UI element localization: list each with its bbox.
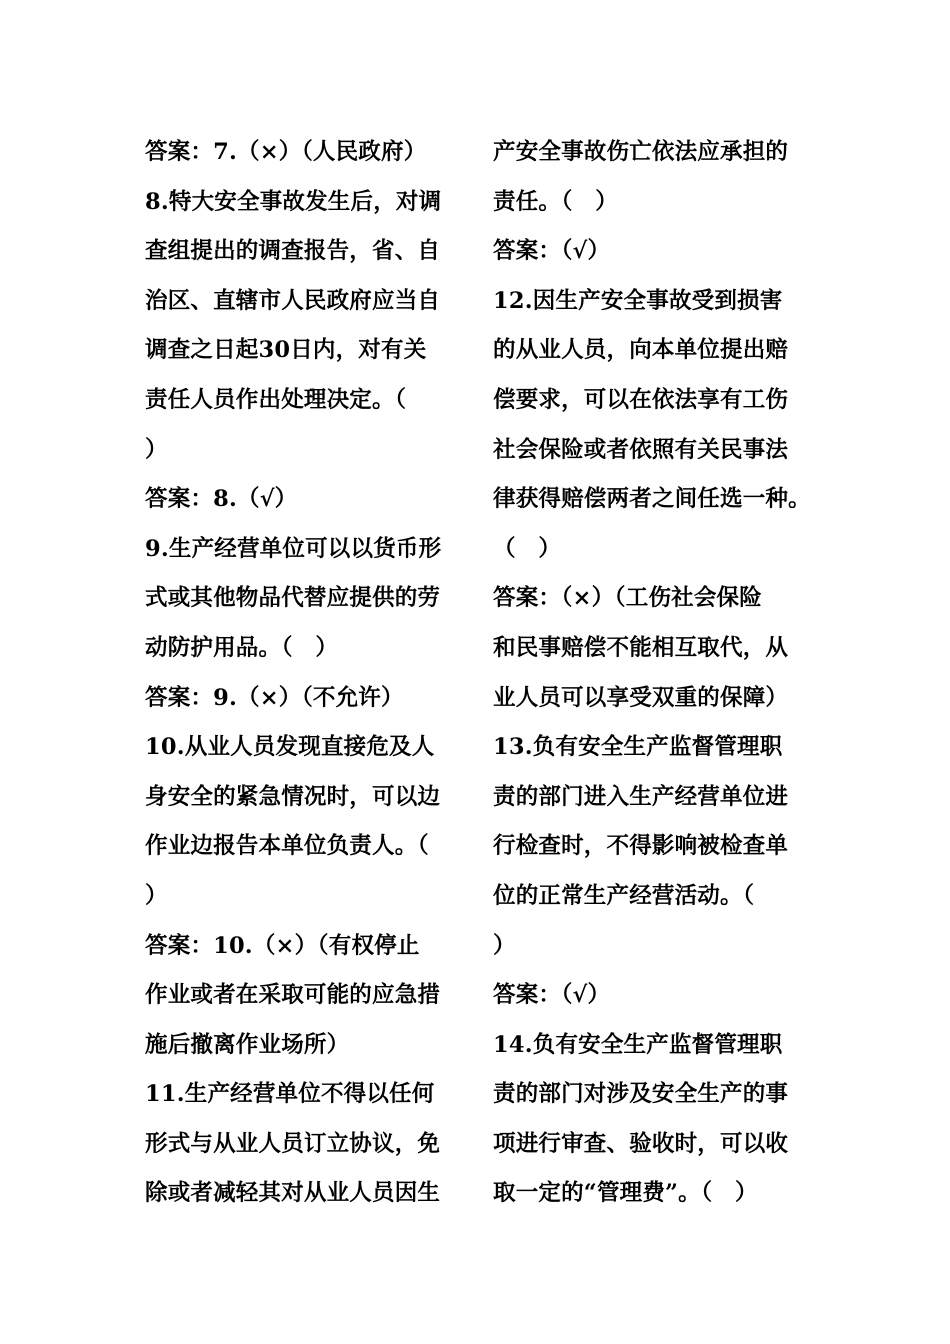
right-column-text-line: （ ） [493,535,562,562]
left-column-text-line: 8.特大安全事故发生后，对调 [145,188,442,215]
left-column-text-line: 答案：10.（×）（有权停止 [145,932,420,959]
right-column-text-line: ） [493,932,516,959]
left-text-column [145,128,463,1219]
left-column-text-line: ） [145,882,168,909]
left-column-text-line: 答案：9.（×）（不允许） [145,684,404,711]
left-column-text-line: 动防护用品。（ ） [145,634,339,661]
right-column-text-line: 项进行审查、验收时，可以收 [493,1130,789,1157]
left-column-text-line: 身安全的紧急情况时，可以边 [145,783,441,810]
left-column-text-line: ） [145,436,168,463]
right-column-text-line: 行检查时，不得影响被检查单 [493,833,789,860]
left-column-text-line: 答案：7.（×）（人民政府） [145,139,427,165]
right-column-text-line: 12.因生产安全事故受到损害 [493,287,783,314]
right-column-text-line: 答案：（×）（工伤社会保险 [493,585,762,612]
left-column-text-line: 10.从业人员发现直接危及人 [145,734,435,761]
right-column-text-line: 答案：（√） [493,982,611,1009]
right-column-text-line: 业人员可以享受双重的保障） [493,684,789,711]
left-column-text-line: 除或者减轻其对从业人员因生 [145,1180,441,1207]
left-column-text-line: 查组提出的调查报告，省、自 [145,238,441,265]
right-column-text-line: 13.负有安全生产监督管理职 [493,734,783,761]
left-column-text-line: 作业或者在采取可能的应急措 [145,982,441,1009]
right-column-text-line: 和民事赔偿不能相互取代，从 [493,634,789,661]
left-column-text-line: 施后撤离作业场所） [145,1031,350,1058]
right-column-text-line: 偿要求，可以在依法享有工伤 [493,386,789,413]
right-column-text-line: 责任。（ ） [493,188,618,215]
left-column-text-line: 作业边报告本单位负责人。（ [145,833,429,860]
left-column-text-line: 11.生产经营单位不得以任何 [145,1081,435,1108]
right-column-text-line: 责的部门对涉及安全生产的事 [493,1081,789,1108]
left-column-text-line: 9.生产经营单位可以以货币形 [145,535,442,562]
left-column-text-line: 责任人员作出处理决定。（ [145,386,407,413]
left-column-text-line: 答案：8.（√） [145,486,298,513]
right-column-text-line: 的从业人员，向本单位提出赔 [493,337,789,364]
left-column-text-line: 形式与从业人员订立协议，免 [145,1130,441,1157]
right-column-text-line: 位的正常生产经营活动。（ [493,882,755,909]
right-column-text-line: 14.负有安全生产监督管理职 [493,1031,783,1058]
right-column-text-line: 律获得赔偿两者之间任选一种。 [493,486,811,513]
right-column-text-line: 责的部门进入生产经营单位进 [493,783,789,810]
left-column-text-line: 调查之日起30日内，对有关 [145,337,427,364]
left-column-text-line: 治区、直辖市人民政府应当自 [145,287,441,314]
right-column-text-line: 答案：（√） [493,238,611,265]
left-column-text-line: 式或其他物品代替应提供的劳 [145,585,441,612]
right-text-column [493,128,828,1219]
right-column-text-line: 取一定的“管理费”。（ ） [493,1180,758,1207]
right-column-text-line: 产安全事故伤亡依法应承担的 [493,139,789,165]
right-column-text-line: 社会保险或者依照有关民事法 [493,436,789,463]
